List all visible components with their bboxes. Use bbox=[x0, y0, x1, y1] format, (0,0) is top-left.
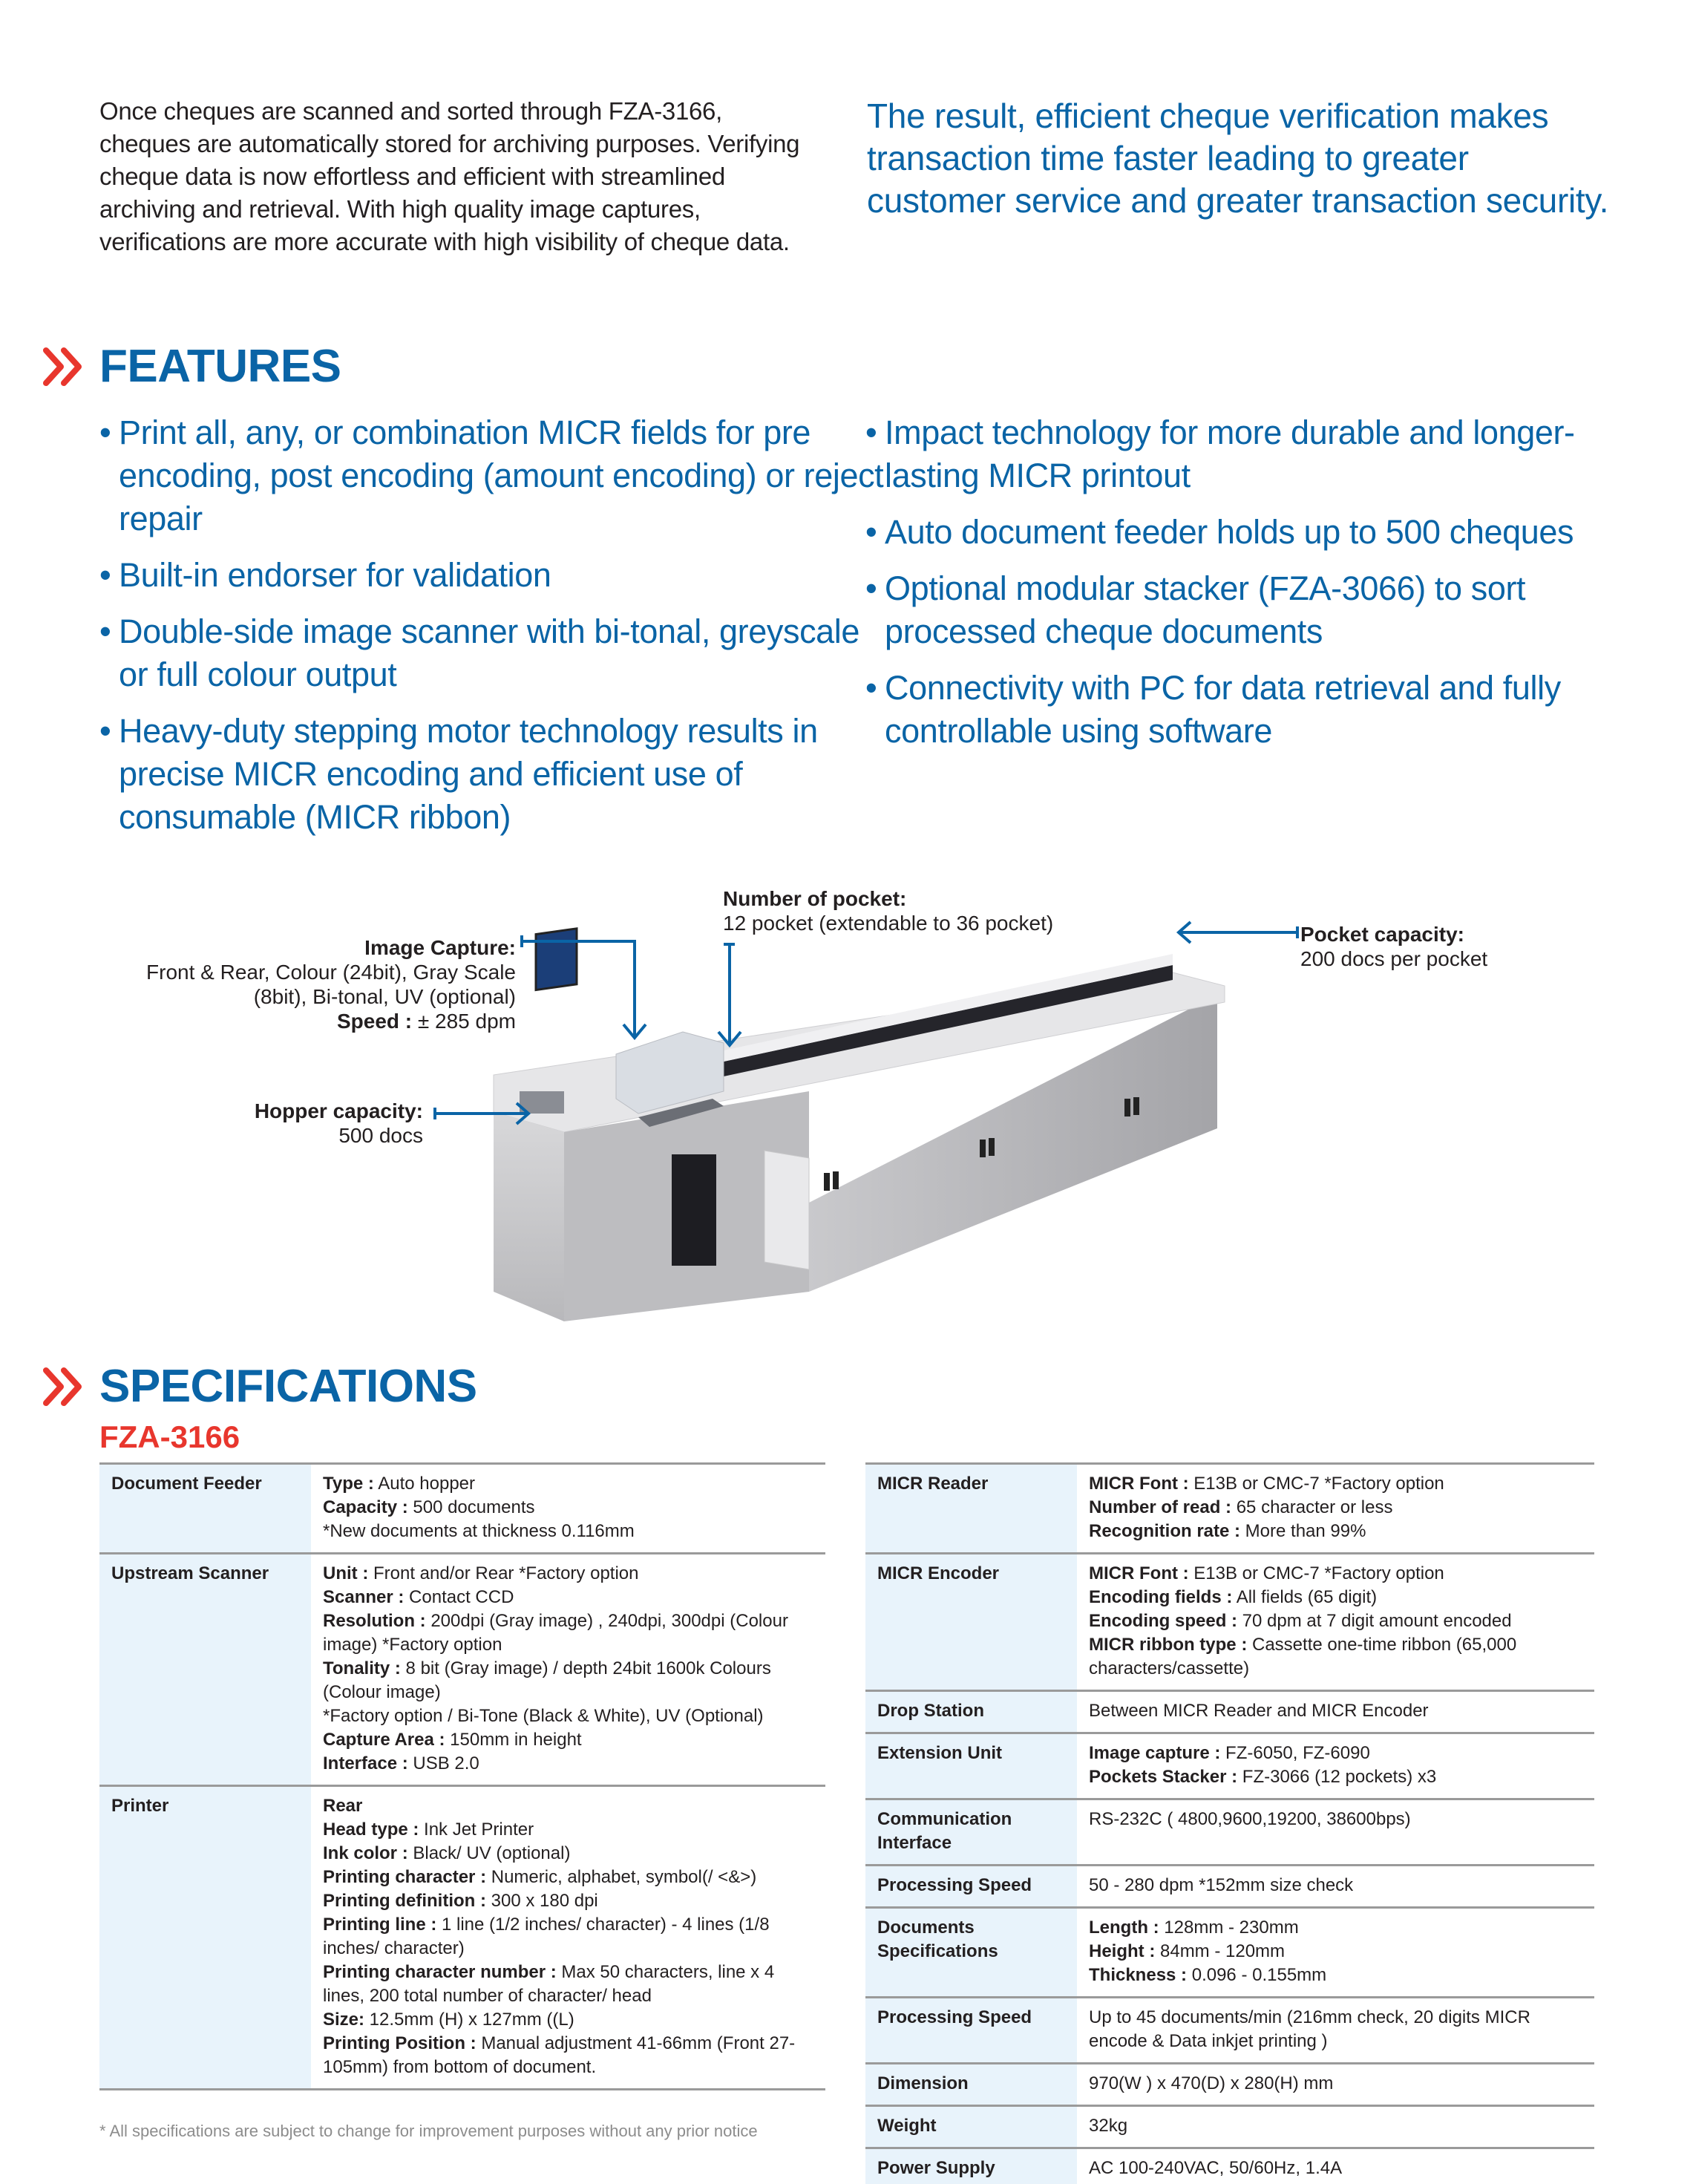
spec-row bbox=[865, 1799, 1594, 1866]
feature-item bbox=[865, 511, 1652, 554]
spec-key: Capacity : bbox=[323, 1497, 408, 1517]
door-handle bbox=[833, 1171, 839, 1189]
feature-text: Double-side image scanner with bi-tonal, greyscale or full colour output bbox=[119, 612, 860, 693]
spec-key: Rear bbox=[323, 1796, 363, 1816]
spec-key: Resolution : bbox=[323, 1611, 426, 1631]
spec-key: MICR Font : bbox=[1089, 1563, 1189, 1583]
spec-val: 300 x 180 dpi bbox=[485, 1891, 598, 1911]
features-title: FEATURES bbox=[99, 341, 341, 392]
spec-label: Power Supply bbox=[865, 2148, 1077, 2184]
footnote: * All specifications are subject to change for improvement purposes without any prior notice bbox=[99, 2122, 758, 2140]
spec-val: 65 character or less bbox=[1231, 1497, 1393, 1517]
pc-tower bbox=[672, 1154, 716, 1266]
spec-key: Head type : bbox=[323, 1820, 419, 1840]
callout-label: Pocket capacity: bbox=[1300, 923, 1464, 946]
spec-key: Number of read : bbox=[1089, 1497, 1232, 1517]
callout-label: Speed : bbox=[336, 1010, 413, 1033]
double-chevron-right-icon bbox=[42, 346, 89, 388]
spec-val: Manual adjustment 41-66mm (Front 27-105mm) from bottom of document. bbox=[323, 2033, 796, 2077]
spec-line bbox=[1089, 1916, 1584, 1940]
door-handle bbox=[989, 1138, 995, 1156]
spec-val: 0.096 - 0.155mm bbox=[1187, 1965, 1327, 1985]
spec-val: 1 line (1/2 inches/ character) - 4 lines (1/8 inches/ character) bbox=[323, 1915, 770, 1958]
bullet: • bbox=[99, 712, 111, 750]
spec-key: Printing definition : bbox=[323, 1891, 486, 1911]
spec-key: Ink color : bbox=[323, 1843, 408, 1863]
spec-key: Pockets Stacker : bbox=[1089, 1767, 1238, 1787]
spec-line bbox=[323, 1866, 815, 1889]
spec-label: Printer bbox=[99, 1786, 311, 2090]
spec-value bbox=[1077, 1799, 1594, 1866]
spec-val: 150mm in height bbox=[445, 1730, 582, 1750]
callout-text: 500 docs bbox=[338, 1124, 423, 1147]
spec-val: USB 2.0 bbox=[407, 1753, 479, 1773]
spec-key: Encoding fields : bbox=[1089, 1587, 1233, 1607]
spec-line bbox=[323, 1657, 815, 1704]
spec-val: RS-232C ( 4800,9600,19200, 38600bps) bbox=[1089, 1809, 1411, 1829]
spec-label: Processing Speed bbox=[865, 1866, 1077, 1908]
spec-key: Interface : bbox=[323, 1753, 408, 1773]
spec-val: Up to 45 documents/min (216mm check, 20 digits MICR encode & Data inkjet printing ) bbox=[1089, 2007, 1530, 2051]
spec-key: Printing Position : bbox=[323, 2033, 477, 2053]
door-handle bbox=[980, 1140, 986, 1157]
spec-row bbox=[865, 1908, 1594, 1998]
spec-value bbox=[311, 1464, 825, 1554]
spec-table-right bbox=[865, 1462, 1594, 2184]
spec-key: Tonality : bbox=[323, 1658, 401, 1678]
feature-text: Optional modular stacker (FZA-3066) to sort processed cheque documents bbox=[885, 569, 1526, 650]
spec-val: E13B or CMC-7 *Factory option bbox=[1188, 1563, 1444, 1583]
spec-key: Printing character number : bbox=[323, 1962, 557, 1982]
spec-line bbox=[1089, 1586, 1584, 1609]
spec-val: 8 bit (Gray image) / depth 24bit 1600k Colours (Colour image) bbox=[323, 1658, 771, 1702]
spec-key: MICR Font : bbox=[1089, 1474, 1189, 1494]
callout-hopper bbox=[200, 1099, 423, 1148]
spec-val: Between MICR Reader and MICR Encoder bbox=[1089, 1701, 1429, 1721]
features-list-right bbox=[865, 411, 1652, 766]
spec-key: Printing character : bbox=[323, 1867, 487, 1887]
spec-line bbox=[323, 1913, 815, 1961]
spec-val: 500 documents bbox=[407, 1497, 535, 1517]
spec-key: Recognition rate : bbox=[1089, 1521, 1241, 1541]
spec-key: Encoding speed : bbox=[1089, 1611, 1238, 1631]
spec-table-left bbox=[99, 1462, 825, 2090]
specifications-title: SPECIFICATIONS bbox=[99, 1361, 477, 1412]
spec-line bbox=[323, 1961, 815, 2008]
spec-val: Black/ UV (optional) bbox=[407, 1843, 571, 1863]
spec-val: FZ-3066 (12 pockets) x3 bbox=[1237, 1767, 1437, 1787]
feature-item bbox=[99, 411, 886, 540]
features-list-left bbox=[99, 411, 886, 852]
spec-line bbox=[323, 2008, 815, 2032]
spec-line bbox=[323, 1586, 815, 1609]
spec-line bbox=[1089, 1472, 1584, 1496]
feature-text: Connectivity with PC for data retrieval and fully controllable using software bbox=[885, 669, 1561, 750]
bullet: • bbox=[865, 513, 877, 551]
spec-value bbox=[311, 1786, 825, 2090]
spec-val: AC 100-240VAC, 50/60Hz, 1.4A bbox=[1089, 2158, 1343, 2178]
spec-line bbox=[1089, 1633, 1584, 1681]
feature-item bbox=[865, 411, 1652, 497]
spec-val: Cassette one-time ribbon (65,000 characters/cassette) bbox=[1089, 1635, 1517, 1678]
spec-line bbox=[323, 1889, 815, 1913]
spec-row bbox=[865, 2106, 1594, 2148]
spec-line bbox=[323, 1752, 815, 1776]
spec-row bbox=[865, 2064, 1594, 2106]
spec-val: 200dpi (Gray image) , 240dpi, 300dpi (Colour image) *Factory option bbox=[323, 1611, 788, 1655]
spec-row bbox=[865, 1554, 1594, 1691]
door-handle bbox=[1124, 1099, 1130, 1116]
spec-label: MICR Reader bbox=[865, 1464, 1077, 1554]
spec-val: More than 99% bbox=[1240, 1521, 1366, 1541]
spec-val: 12.5mm (H) x 127mm ((L) bbox=[364, 2010, 574, 2030]
callout-text: (8bit), Bi-tonal, UV (optional) bbox=[253, 985, 516, 1008]
double-chevron-right-icon bbox=[42, 1366, 89, 1407]
callout-pocket-capacity bbox=[1300, 922, 1568, 971]
spec-label: Upstream Scanner bbox=[99, 1554, 311, 1786]
spec-val: All fields (65 digit) bbox=[1232, 1587, 1378, 1607]
spec-value bbox=[311, 1554, 825, 1786]
spec-line bbox=[1089, 1742, 1584, 1765]
spec-line bbox=[323, 1562, 815, 1586]
spec-key: Unit : bbox=[323, 1563, 369, 1583]
feature-text: Built-in endorser for validation bbox=[119, 556, 551, 594]
spec-key: Height : bbox=[1089, 1941, 1156, 1961]
spec-label: Processing Speed bbox=[865, 1998, 1077, 2064]
spec-label: Weight bbox=[865, 2106, 1077, 2148]
spec-row bbox=[99, 1786, 825, 2090]
spec-val: Ink Jet Printer bbox=[419, 1820, 534, 1840]
spec-val: *Factory option / Bi-Tone (Black & White), UV (Optional) bbox=[323, 1706, 764, 1726]
spec-key: MICR ribbon type : bbox=[1089, 1635, 1248, 1655]
spec-val: Front and/or Rear *Factory option bbox=[368, 1563, 639, 1583]
spec-line bbox=[323, 1842, 815, 1866]
spec-line bbox=[323, 2032, 815, 2079]
spec-value bbox=[1077, 1691, 1594, 1733]
spec-line bbox=[323, 1496, 815, 1520]
callout-text: Front & Rear, Colour (24bit), Gray Scale bbox=[146, 961, 516, 984]
spec-label: Documents Specifications bbox=[865, 1908, 1077, 1998]
spec-value bbox=[1077, 2106, 1594, 2148]
spec-line bbox=[1089, 1496, 1584, 1520]
spec-line bbox=[1089, 1940, 1584, 1964]
monitor bbox=[536, 929, 577, 990]
feature-text: Impact technology for more durable and longer-lasting MICR printout bbox=[885, 413, 1575, 494]
spec-line bbox=[1089, 2114, 1584, 2138]
spec-key: Size: bbox=[323, 2010, 365, 2030]
feature-item bbox=[99, 710, 886, 839]
spec-label: Drop Station bbox=[865, 1691, 1077, 1733]
spec-val: 84mm - 120mm bbox=[1155, 1941, 1286, 1961]
spec-val: 32kg bbox=[1089, 2116, 1128, 2136]
spec-value bbox=[1077, 1464, 1594, 1554]
spec-key: Image capture : bbox=[1089, 1743, 1221, 1763]
feature-item bbox=[99, 554, 886, 597]
callout-label: Hopper capacity: bbox=[254, 1099, 423, 1122]
spec-key: Type : bbox=[323, 1474, 374, 1494]
spec-row bbox=[99, 1464, 825, 1554]
spec-val: 50 - 280 dpm *152mm size check bbox=[1089, 1875, 1354, 1895]
spec-line bbox=[1089, 1609, 1584, 1633]
spec-label: Dimension bbox=[865, 2064, 1077, 2106]
spec-val: Auto hopper bbox=[373, 1474, 476, 1494]
door-handle bbox=[824, 1173, 830, 1191]
spec-row bbox=[865, 1733, 1594, 1799]
spec-row bbox=[99, 1554, 825, 1786]
spec-key: Length : bbox=[1089, 1917, 1159, 1938]
callout-number-of-pocket bbox=[723, 886, 1109, 935]
callout-text: ± 285 dpm bbox=[412, 1010, 516, 1033]
spec-line bbox=[323, 1704, 815, 1728]
spec-val: *New documents at thickness 0.116mm bbox=[323, 1521, 635, 1541]
feature-text: Print all, any, or combination MICR fields for pre encoding, post encoding (amount encoding) or reject repair bbox=[119, 413, 884, 537]
spec-val: 70 dpm at 7 digit amount encoded bbox=[1237, 1611, 1512, 1631]
spec-val: Numeric, alphabet, symbol(/ <&>) bbox=[486, 1867, 757, 1887]
left-cabinet bbox=[494, 1112, 564, 1321]
spec-row bbox=[865, 1464, 1594, 1554]
spec-line bbox=[323, 1520, 815, 1543]
open-door bbox=[764, 1151, 809, 1269]
spec-line bbox=[1089, 1699, 1584, 1723]
spec-value bbox=[1077, 1908, 1594, 1998]
spec-value bbox=[1077, 1554, 1594, 1691]
bullet: • bbox=[99, 413, 111, 451]
spec-row bbox=[865, 1691, 1594, 1733]
spec-label: MICR Encoder bbox=[865, 1554, 1077, 1691]
spec-line bbox=[1089, 1964, 1584, 1987]
spec-value bbox=[1077, 2064, 1594, 2106]
spec-key: Thickness : bbox=[1089, 1965, 1188, 1985]
spec-val: 970(W ) x 470(D) x 280(H) mm bbox=[1089, 2073, 1334, 2093]
spec-label: Extension Unit bbox=[865, 1733, 1077, 1799]
spec-value bbox=[1077, 2148, 1594, 2184]
spec-label: Communication Interface bbox=[865, 1799, 1077, 1866]
spec-line bbox=[323, 1818, 815, 1842]
callout-text: 12 pocket (extendable to 36 pocket) bbox=[723, 912, 1054, 935]
spec-line bbox=[323, 1472, 815, 1496]
callout-image-capture bbox=[141, 935, 516, 1033]
feature-item bbox=[865, 667, 1652, 753]
spec-val: 128mm - 230mm bbox=[1159, 1917, 1299, 1938]
spec-val: FZ-6050, FZ-6090 bbox=[1220, 1743, 1370, 1763]
spec-value bbox=[1077, 1998, 1594, 2064]
spec-line bbox=[1089, 1520, 1584, 1543]
feature-item bbox=[99, 610, 886, 696]
callout-label: Number of pocket: bbox=[723, 887, 907, 910]
spec-key: Scanner : bbox=[323, 1587, 405, 1607]
bullet: • bbox=[99, 612, 111, 650]
spec-line bbox=[323, 1609, 815, 1657]
spec-line bbox=[323, 1728, 815, 1752]
spec-line bbox=[1089, 1562, 1584, 1586]
feature-item bbox=[865, 567, 1652, 653]
intro-highlight: The result, efficient cheque verification makes transaction time faster leading to greater customer service and greater transaction security. bbox=[867, 97, 1609, 220]
spec-line bbox=[1089, 2157, 1584, 2180]
bullet: • bbox=[865, 413, 877, 451]
spec-value bbox=[1077, 1866, 1594, 1908]
bullet: • bbox=[865, 569, 877, 607]
spec-val: E13B or CMC-7 *Factory option bbox=[1188, 1474, 1444, 1494]
bullet: • bbox=[865, 669, 877, 707]
features-heading bbox=[42, 340, 341, 393]
spec-line bbox=[1089, 1808, 1584, 1831]
spec-row bbox=[865, 1998, 1594, 2064]
spec-line bbox=[1089, 1765, 1584, 1789]
callout-label: Image Capture: bbox=[364, 936, 516, 959]
specifications-heading bbox=[42, 1360, 477, 1413]
door-handle bbox=[1133, 1097, 1139, 1115]
spec-val: Max 50 characters, line x 4 lines, 200 total number of character/ head bbox=[323, 1962, 775, 2006]
feature-text: Auto document feeder holds up to 500 cheques bbox=[885, 513, 1574, 551]
spec-label: Document Feeder bbox=[99, 1464, 311, 1554]
machine-diagram bbox=[0, 876, 1693, 1336]
spec-val: Contact CCD bbox=[404, 1587, 514, 1607]
spec-line bbox=[323, 1794, 815, 1818]
spec-line bbox=[1089, 2072, 1584, 2096]
spec-key: Printing line : bbox=[323, 1915, 437, 1935]
spec-row bbox=[865, 1866, 1594, 1908]
callout-text: 200 docs per pocket bbox=[1300, 947, 1488, 970]
bullet: • bbox=[99, 556, 111, 594]
spec-line bbox=[1089, 2006, 1584, 2053]
spec-line bbox=[1089, 1874, 1584, 1897]
feature-text: Heavy-duty stepping motor technology results in precise MICR encoding and efficient use of consumable (MICR ribbon) bbox=[119, 712, 818, 836]
spec-row bbox=[865, 2148, 1594, 2184]
spec-value bbox=[1077, 1733, 1594, 1799]
intro-paragraph: Once cheques are scanned and sorted through FZA-3166, cheques are automatically stored for archiving purposes. Verifying cheque data is now effortless and efficient with streamlined archiving and retrieval. With high quality image captures, verifications are more accurate with high visibility of cheque data. bbox=[99, 97, 800, 255]
spec-key: Capture Area : bbox=[323, 1730, 445, 1750]
model-name: FZA-3166 bbox=[99, 1419, 240, 1454]
